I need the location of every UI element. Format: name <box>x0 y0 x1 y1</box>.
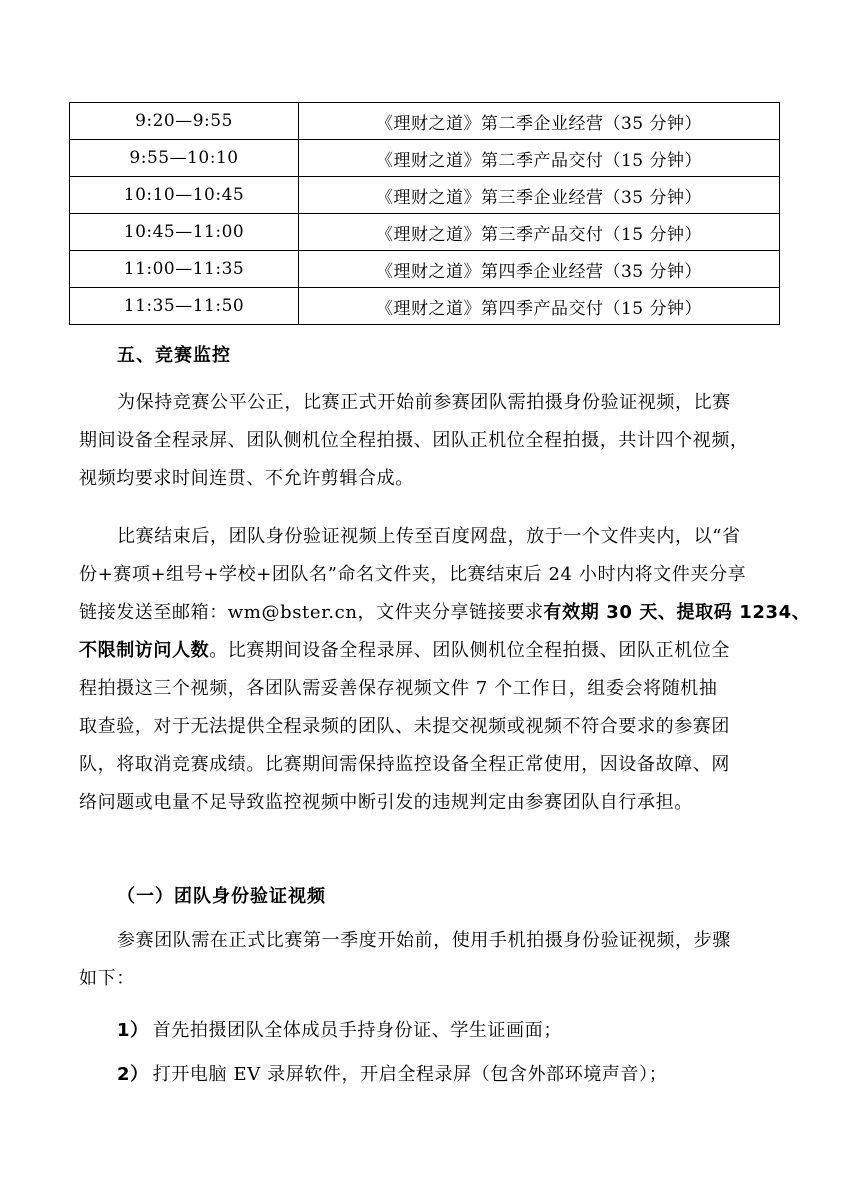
text-line <box>79 632 779 670</box>
subsection-heading: （一）团队身份验证视频 <box>117 886 326 907</box>
time-cell: 9:55—10:10 <box>70 140 299 177</box>
table-row <box>70 103 780 140</box>
text-line: 份+赛项+组号+学校+团队名”命名文件夹，比赛结束后 24 小时内将文件夹分享 <box>79 564 747 585</box>
step-number: 1） <box>117 1020 149 1041</box>
time-cell: 9:20—9:55 <box>70 103 299 140</box>
text-line: 程拍摄这三个视频，各团队需妥善保存视频文件 7 个工作日，组委会将随机抽 <box>79 678 718 699</box>
text-line: 队，将取消竞赛成绩。比赛期间需保持监控设备全程正常使用，因设备故障、网 <box>79 754 730 775</box>
text-segment: 链接发送至邮箱：wm@bster.cn，文件夹分享链接要求 <box>79 602 544 623</box>
text-line: 参赛团队需在正式比赛第一季度开始前，使用手机拍摄身份验证视频，步骤 <box>117 930 731 951</box>
bold-requirement: 有效期 30 天、提取码 1234、 <box>543 602 811 623</box>
paragraph-identity-video <box>79 922 779 998</box>
paragraph-fairness <box>79 384 779 498</box>
text-line: 络问题或电量不足导致监控视频中断引发的违规判定由参赛团队自行承担。 <box>79 792 693 813</box>
activity-cell: 《理财之道》第二季企业经营（35 分钟） <box>299 103 780 140</box>
activity-cell: 《理财之道》第四季企业经营（35 分钟） <box>299 251 780 288</box>
text-line: 取查验，对于无法提供全程录频的团队、未提交视频或视频不符合要求的参赛团 <box>79 716 730 737</box>
table-row <box>70 214 780 251</box>
activity-cell: 《理财之道》第二季产品交付（15 分钟） <box>299 140 780 177</box>
text-line: 视频均要求时间连贯、不允许剪辑合成。 <box>79 468 414 489</box>
text-line: 为保持竞赛公平公正，比赛正式开始前参赛团队需拍摄身份验证视频，比赛 <box>117 392 731 413</box>
step-item <box>117 1060 667 1086</box>
text-line: 期间设备全程录屏、团队侧机位全程拍摄、团队正机位全程拍摄，共计四个视频， <box>79 430 749 451</box>
activity-cell: 《理财之道》第三季产品交付（15 分钟） <box>299 214 780 251</box>
section-heading: 五、竞赛监控 <box>117 345 231 366</box>
table-row <box>70 288 780 325</box>
activity-cell: 《理财之道》第四季产品交付（15 分钟） <box>299 288 780 325</box>
time-cell: 10:10—10:45 <box>70 177 299 214</box>
time-cell: 11:35—11:50 <box>70 288 299 325</box>
schedule-table <box>69 102 780 325</box>
text-line: 比赛结束后，团队身份验证视频上传至百度网盘，放于一个文件夹内，以“省 <box>117 526 741 547</box>
bold-requirement: 不限制访问人数 <box>79 640 210 661</box>
table-row <box>70 251 780 288</box>
activity-cell: 《理财之道》第三季企业经营（35 分钟） <box>299 177 780 214</box>
time-cell: 11:00—11:35 <box>70 251 299 288</box>
table-row <box>70 140 780 177</box>
text-line <box>79 594 811 632</box>
step-number: 2） <box>117 1064 149 1085</box>
text-line: 如下： <box>79 968 135 989</box>
step-item <box>117 1016 562 1042</box>
table-row <box>70 177 780 214</box>
step-text: 首先拍摄团队全体成员手持身份证、学生证画面； <box>152 1020 562 1041</box>
text-segment: 。比赛期间设备全程录屏、团队侧机位全程拍摄、团队正机位全 <box>209 640 730 661</box>
step-text: 打开电脑 EV 录屏软件，开启全程录屏（包含外部环境声音）； <box>152 1064 668 1085</box>
paragraph-upload <box>79 518 811 822</box>
time-cell: 10:45—11:00 <box>70 214 299 251</box>
